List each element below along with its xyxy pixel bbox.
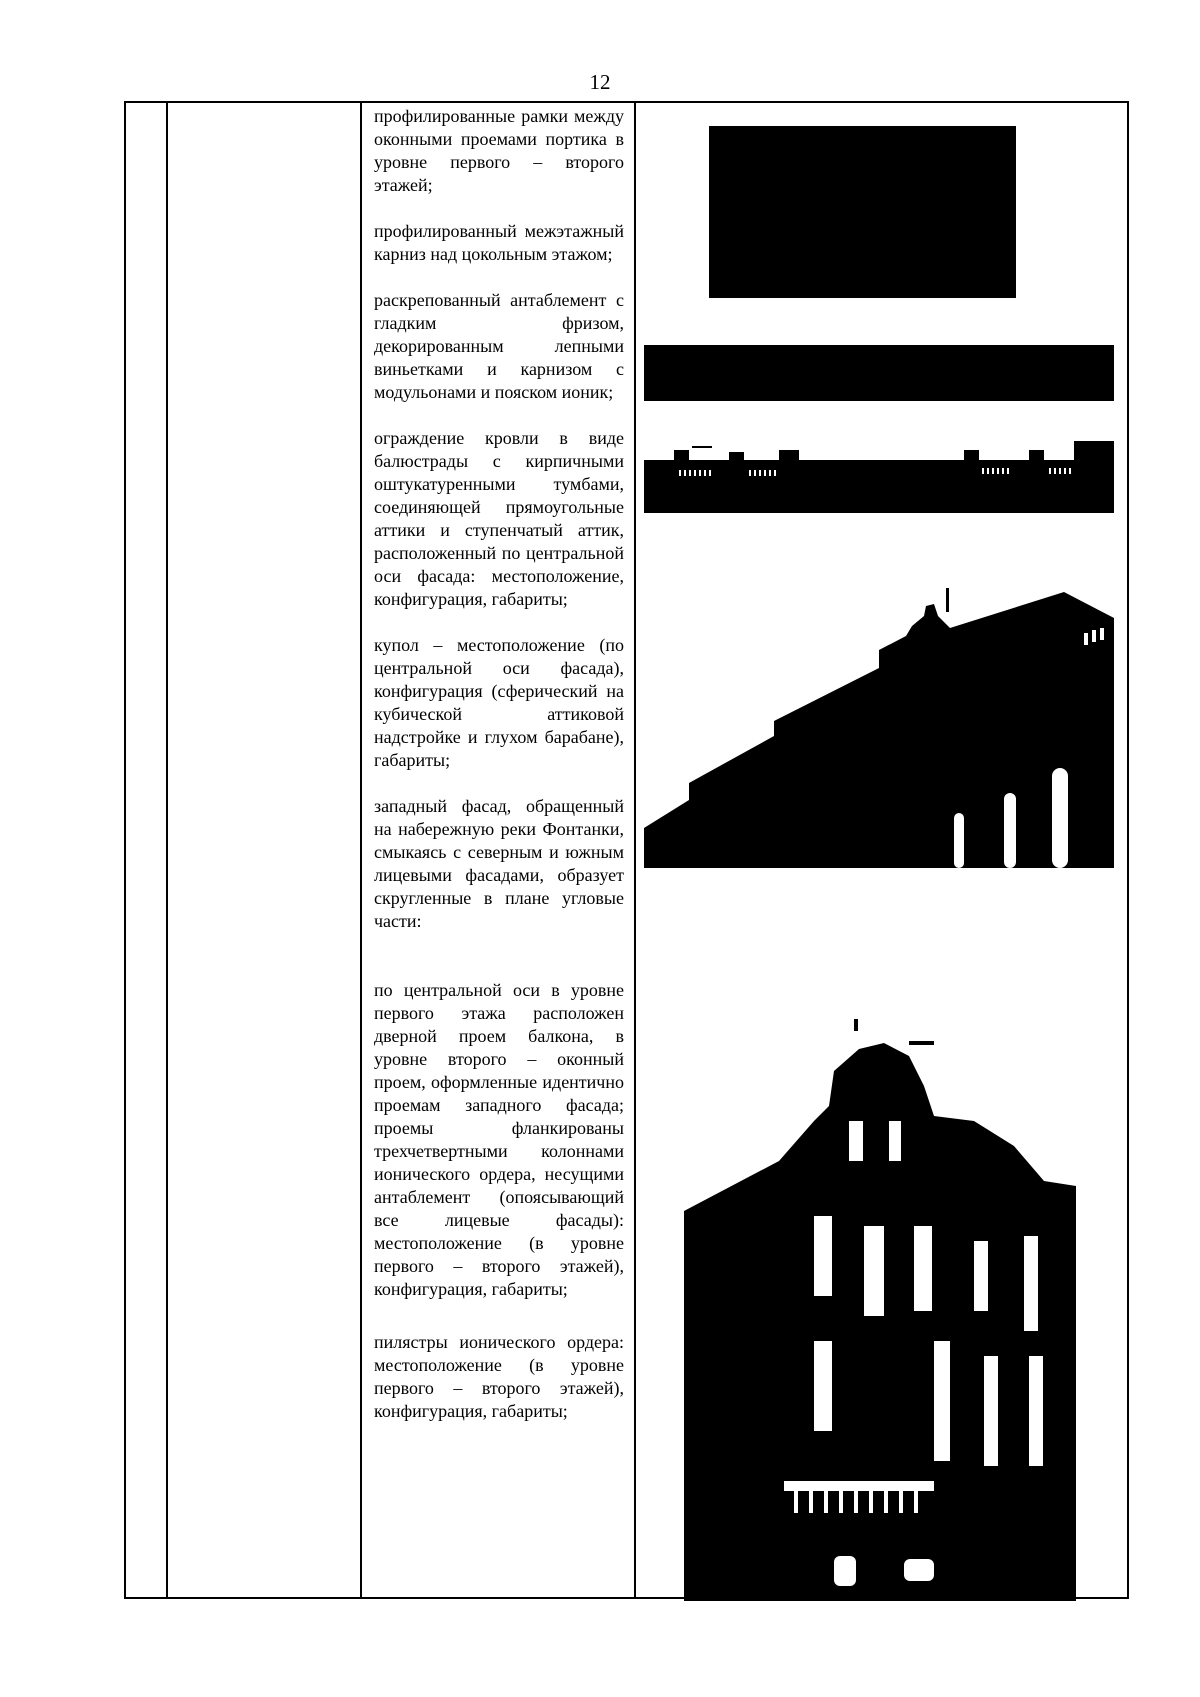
paragraph-roof-balustrade: ограждение кровли в виде балюстрады с кирпичными оштукатуренными тумбами, соединяющей прямоугольные аттики и ступенчатый аттик, расположенный по центральной оси фасада: местоположение, конфигурация, габариты; [374,428,624,609]
paragraph-west-facade: западный фасад, обращенный на набережную реки Фонтанки, смыкаясь с северным и южным лицевыми фасадами, образует скругленные в плане угловые части: [374,796,624,931]
document-table [124,101,1129,1599]
photo-corner-facade [684,1011,1076,1601]
paragraph-pilasters: пилястры ионического ордера: местоположение (в уровне первого – второго этажей), конфигурация, габариты; [374,1332,624,1421]
paragraph-window-frames: профилированные рамки между оконными проемами портика в уровне первого – второго этажей; [374,106,624,195]
column-divider-1 [166,103,168,1597]
photo-window-frames [709,126,1016,298]
paragraph-interfloor-cornice: профилированный межэтажный карниз над цокольным этажом; [374,221,624,264]
page-number: 12 [589,70,611,94]
illustration-column [636,103,1127,1597]
paragraph-dome: купол – местоположение (по центральной оси фасада), конфигурация (сферический на кубической аттиковой надстройке и глухом барабане), габариты; [374,635,624,770]
photo-balustrade [644,438,1114,513]
description-column [362,103,634,1597]
paragraph-entablature: раскрепованный антаблемент с гладким фризом, декорированным лепными виньетками и карнизом с модульонами и пояском ионик; [374,290,624,402]
photo-attic-dome [644,588,1114,868]
photo-cornice [644,345,1114,401]
paragraph-central-axis: по центральной оси в уровне первого этажа расположен дверной проем балкона, в уровне второго – оконный проем, оформленные идентично проемам западного фасада; проемы фланкированы трехчетвертными колоннами ионического ордера, несущими антаблемент (опоясывающий все лицевые фасады): местоположение (в уровне первого – второго этажей), конфигурация, габариты; [374,980,624,1299]
